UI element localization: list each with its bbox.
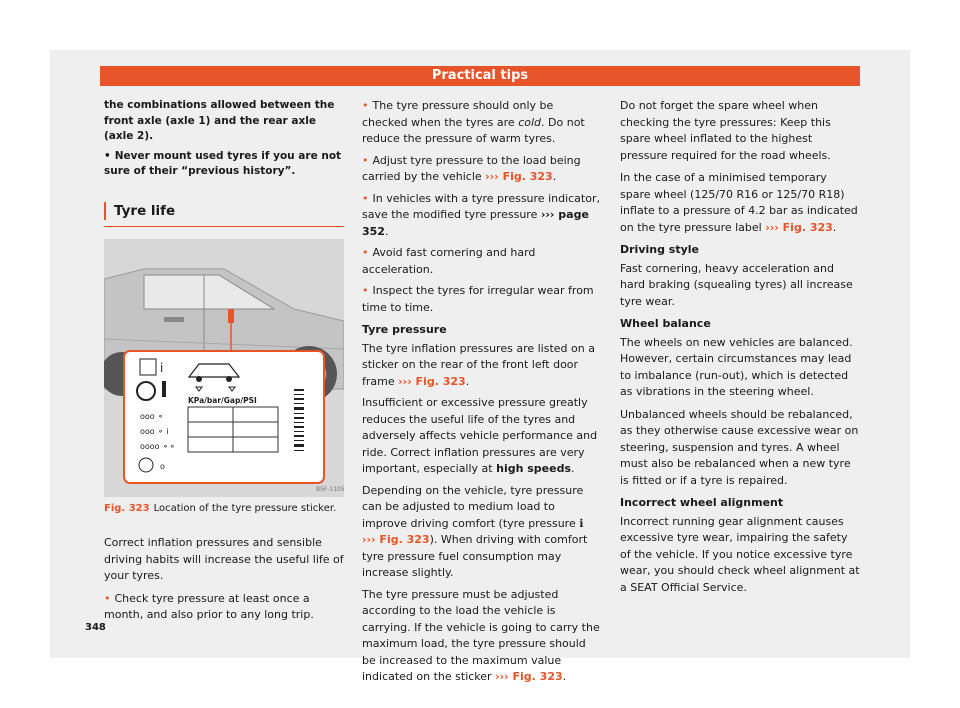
paragraph: Incorrect running gear alignment causes excessive tyre wear, impairing the safety of the vehicle. If you notice excessive tyre wear, you should check wheel alignment at a SEAT Official Service. — [620, 514, 860, 594]
tyre-sticker-figure — [104, 239, 344, 497]
figure-caption — [104, 501, 344, 518]
figure-caption-text: Location of the tyre pressure sticker. — [153, 502, 337, 514]
page-link[interactable]: ››› page 352 — [362, 208, 589, 238]
figure-code: B5F-1105 — [316, 485, 344, 493]
bullet-text: . Do not reduce the pressure of warm tyres. — [362, 115, 585, 145]
paragraph: Do not forget the spare wheel when checking the tyre pressures: Keep this spare wheel inflated to the highest pressure required for the road wheels. — [620, 99, 831, 162]
figure-link[interactable]: ››› Fig. 323 — [362, 533, 430, 546]
paragraph: Unbalanced wheels should be rebalanced, as they otherwise cause excessive wear on steering, suspension and tyres. A wheel must also be rebalanced when a new tyre is fitted or if a tyre is repaired. — [620, 407, 859, 487]
column-1 — [104, 98, 344, 628]
warning-box — [104, 98, 344, 180]
paragraph: The tyre pressure must be adjusted according to the load the vehicle is carrying. If the vehicle is going to carry the maximum load, the tyre pressure should be increased to the maximum value indicated on the sticker ››› Fig. 323. — [362, 587, 600, 683]
figure-link[interactable]: ››› Fig. 323 — [765, 220, 833, 234]
sticker-header: KPa/bar/Gap/PSI — [188, 395, 257, 405]
subheading: Tyre pressure — [362, 323, 447, 336]
warning-bullet: • Never mount used tyres if you are not — [104, 149, 342, 162]
svg-text:ooo ⚬: ooo ⚬ — [140, 411, 164, 421]
paragraph: The wheels on new vehicles are balanced. However, certain circumstances may lead to imbalance (run-out), which is detected as vibrations in the steering wheel. — [620, 335, 853, 398]
emphasis: high speeds — [496, 462, 572, 475]
figure-number: Fig. 323 — [104, 502, 150, 514]
column-3 — [620, 98, 860, 602]
intro-paragraph: Correct inflation pressures and sensible driving habits will increase the useful life of your tyres. — [104, 536, 344, 582]
bullet-text: Avoid fast cornering and hard acceleration. — [362, 246, 536, 276]
info-icon: i — [160, 360, 164, 375]
figure-link[interactable]: ››› Fig. 323 — [398, 374, 466, 388]
subheading: Driving style — [620, 243, 700, 256]
bullet-item: • Check tyre pressure at least once a month, and also prior to any long trip. — [104, 591, 314, 621]
paragraph-text: Depending on the vehicle, tyre pressure can be adjusted to medium load to improve driving comfort (tyre pressure — [362, 483, 584, 530]
bullet-text: The tyre pressure should only be checked when the tyres are — [362, 99, 554, 129]
section-divider — [104, 226, 344, 227]
figure-link[interactable]: ››› Fig. 323 — [485, 170, 553, 183]
svg-text:oooo ⚬⚬: oooo ⚬⚬ — [140, 441, 176, 451]
paragraph: Fast cornering, heavy acceleration and hard braking (squealing tyres) all increase tyre wear. — [620, 261, 853, 308]
bullet-item: • Avoid fast cornering and hard acceleration. — [362, 246, 536, 276]
bullet-text: Adjust tyre pressure to the load being carried by the vehicle — [362, 153, 581, 183]
warning-bullet-text: Never mount used tyres if you are not — [114, 149, 342, 162]
paragraph-text: ). When driving with comfort tyre pressure fuel consumption may increase slightly. — [362, 533, 588, 579]
bullet-item: • In vehicles with a tyre pressure indicator, save the modified tyre pressure ››› page 352. — [362, 191, 600, 238]
bullet-text: In vehicles with a tyre pressure indicator, save the modified tyre pressure — [362, 191, 600, 221]
paragraph: In the case of a minimised temporary spare wheel (125/70 R16 or 125/70 R18) inflate to a pressure of 4.2 bar as indicated on the tyre pressure label ››› Fig. 323. — [620, 171, 858, 234]
thermometer-icon — [162, 381, 166, 397]
page-number: 348 — [85, 622, 106, 633]
bullet-item: • The tyre pressure should only be checked when the tyres are cold. Do not reduce the pressure of warm tyres. — [362, 99, 585, 145]
paragraph-text: In the case of a minimised temporary spare wheel (125/70 R16 or 125/70 R18) inflate to a pressure of 4.2 bar as indicated on the tyre pressure label — [620, 171, 858, 234]
bullet-item: • Adjust tyre pressure to the load being carried by the vehicle ››› Fig. 323. — [362, 153, 581, 183]
info-icon: ℹ — [579, 516, 584, 530]
door-handle — [164, 317, 184, 322]
warning-line: sure of their “previous history”. — [104, 165, 296, 177]
paragraph: The tyre inflation pressures are listed on a sticker on the rear of the front left door frame ››› Fig. 323. — [362, 341, 595, 388]
subheading: Incorrect wheel alignment — [620, 496, 784, 509]
warning-line: front axle (axle 1) and the rear axle (axle 2). — [104, 114, 316, 142]
paragraph: Insufficient or excessive pressure greatly reduces the useful life of the tyres and adversely affects vehicle performance and ride. Correct inflation pressures are very important, especially at high speeds. — [362, 396, 598, 475]
paragraph-text: The tyre inflation pressures are listed on a sticker on the rear of the front left door frame — [362, 341, 595, 388]
page-header: Practical tips — [100, 66, 860, 86]
sticker-location-marker — [228, 309, 234, 323]
svg-text:ooo ⚬ i: ooo ⚬ i — [140, 426, 169, 436]
section-title: Tyre life — [104, 202, 344, 220]
warning-line: the combinations allowed between the — [104, 99, 335, 111]
paragraph — [362, 483, 600, 582]
paragraph-text: Insufficient or excessive pressure greatly reduces the useful life of the tyres and adversely affects vehicle performance and ride. Correct inflation pressures are very important, especially at — [362, 396, 598, 475]
column-2 — [362, 98, 600, 691]
svg-text:o: o — [160, 461, 165, 471]
figure-link[interactable]: ››› Fig. 323 — [495, 670, 563, 683]
emphasis: cold — [518, 115, 542, 129]
car-illustration — [104, 239, 344, 497]
bullet-item: • Inspect the tyres for irregular wear from time to time. — [362, 284, 594, 314]
bullet-text: Check tyre pressure at least once a month, and also prior to any long trip. — [104, 591, 314, 621]
subheading: Wheel balance — [620, 317, 711, 330]
paragraph-text: The tyre pressure must be adjusted according to the load the vehicle is carrying. If the vehicle is going to carry the maximum load, the tyre pressure should be increased to the maximum value indicated on the sticker — [362, 587, 600, 683]
bullet-text: Inspect the tyres for irregular wear from time to time. — [362, 284, 594, 314]
